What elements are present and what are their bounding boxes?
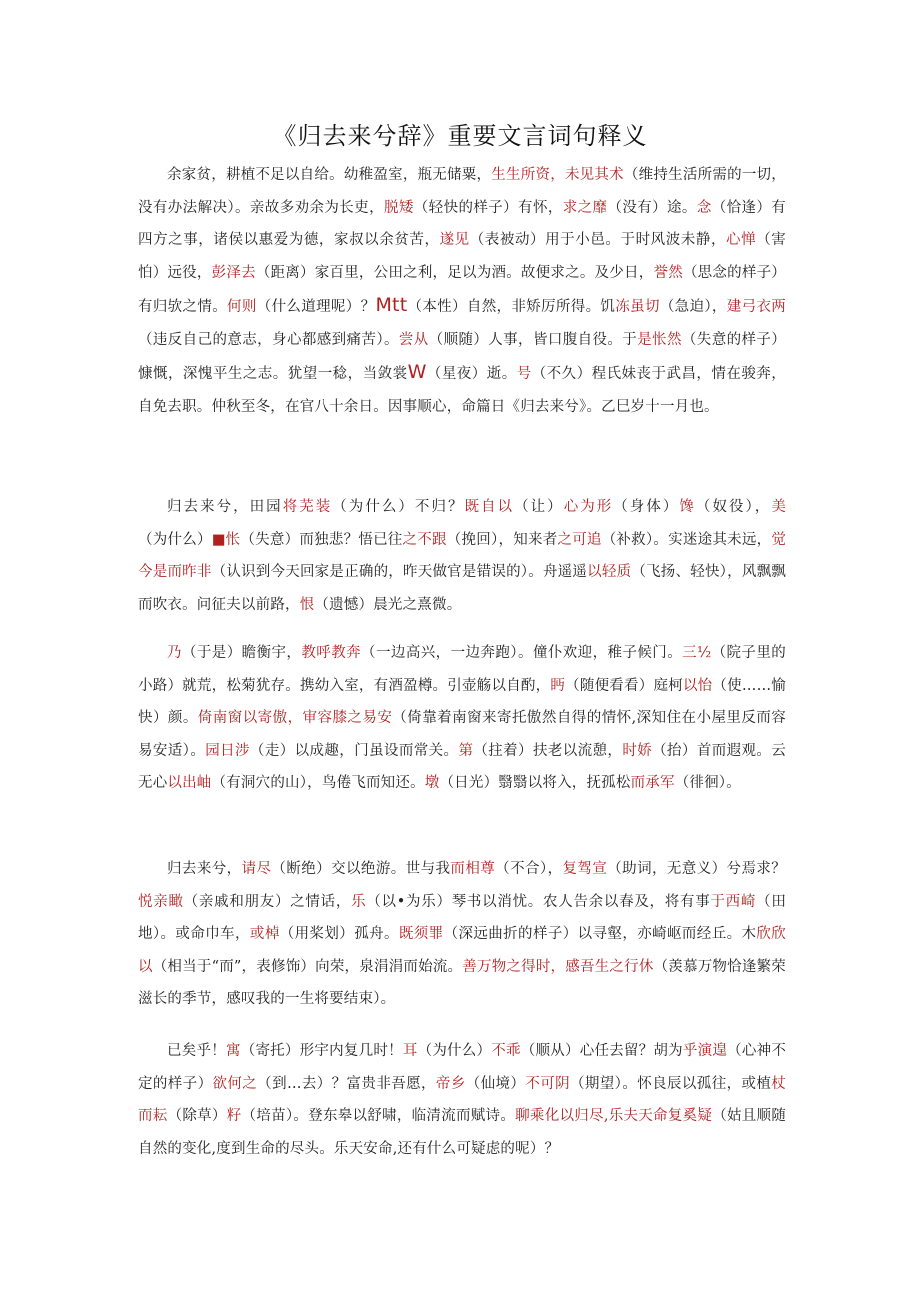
keyword-phrase: 教呼教奔 [301, 645, 362, 661]
document-title: 《归去来兮辞》重要文言词句释义 [272, 122, 648, 150]
keyword-phrase: 誉然 [653, 264, 683, 281]
paragraph-3 [138, 637, 786, 800]
text-segment: （奴役）， [695, 499, 772, 515]
paragraph-5 [138, 1035, 786, 1165]
text-segment: （认识到今天回家是正确的，昨天做官是错误的）。舟遥遥 [211, 564, 588, 580]
keyword-phrase: 建弓衣两 [726, 299, 786, 315]
text-segment: （仙境） [465, 1075, 526, 1092]
text-segment: （急迫）， [659, 299, 727, 315]
keyword-phrase: 帝乡 [435, 1075, 466, 1092]
text-segment: （维持生活所需的一切，没有办法解决）。亲故多劝余为长吏， [138, 167, 786, 216]
text-segment: （用桨划）孤舟。 [279, 926, 399, 942]
text-segment: （补救）。实迷途其未远， [601, 531, 772, 548]
text-segment: （为什么） [417, 1043, 492, 1059]
text-segment: （姑且顺随自然的变化,度到生命的尽头。乐天安命,还有什么可疑虑的呢）？ [138, 1108, 787, 1157]
keyword-phrase: 既须罪 [398, 926, 444, 942]
text-segment: （日光）翳翳以将入，抚孤松 [439, 775, 631, 791]
text-segment: 余家贫，耕植不足以自给。幼稚盈室，瓶无储粟， [167, 167, 492, 183]
text-segment: （亲戚和朋友）之情话， [183, 893, 352, 910]
text-segment: （顺从）心任去留？胡为 [520, 1043, 683, 1059]
text-segment: （害怕）远役， [138, 232, 786, 281]
text-segment: （飞扬、轻快），风飘飘而吹衣。问征夫以前路， [138, 564, 787, 613]
text-segment: （有洞穴的山），鸟倦飞而知还。 [211, 775, 425, 791]
text-segment: （为什么）不归？ [332, 499, 465, 515]
keyword-phrase: 怅 [225, 531, 241, 548]
keyword-phrase: 善万物之得时，感吾生之行休 [462, 958, 654, 975]
keyword-phrase: 心为形 [563, 499, 614, 515]
text-segment: （抬）首而遐观。云无心 [138, 742, 787, 791]
keyword-phrase: 号 [516, 366, 532, 382]
text-segment: （不久）程氏妹丧于武昌，情在骏奔，自免去职。仲秋至冬，在官八十余日。因事顺心，命篇日《归去来兮》。乙巳岁十一月也。 [138, 366, 786, 415]
keyword-phrase: 园日涉 [205, 742, 250, 759]
keyword-phrase: 之不跟 [402, 531, 447, 548]
keyword-phrase: 之可追 [557, 531, 602, 548]
keyword-phrase: 欣欣以 [138, 926, 786, 975]
keyword-phrase: 遂见 [439, 232, 470, 248]
text-segment: （田地）。或命巾车， [138, 893, 787, 942]
text-segment: （使……愉快）颜。 [138, 677, 787, 726]
text-segment: （为什么） [138, 531, 212, 548]
text-segment: （断绝）交以绝游。世与我 [271, 861, 451, 877]
text-segment: （失意）而独悲？悟已往 [240, 531, 403, 548]
text-segment: （期望）。怀良辰以孤往，或植 [570, 1075, 772, 1092]
paragraph-4 [138, 853, 786, 1016]
text-segment: （距离）家百里，公田之利，足以为酒。故便求之。及少日， [255, 264, 654, 281]
keyword-phrase: 乎演遑 [682, 1043, 728, 1059]
text-segment: （让） [514, 499, 564, 515]
keyword-phrase: 是怅然 [637, 331, 682, 348]
text-segment: （深远曲折的样子）以寻壑，亦崎岖而经丘。木 [443, 926, 757, 942]
keyword-phrase: Mtt [375, 294, 408, 316]
text-segment: （相当于“而”，表修饰）向荣，泉涓涓而始流。 [152, 958, 463, 975]
text-segment: （星夜）逝。 [426, 366, 517, 382]
keyword-phrase: 不可阴 [525, 1075, 570, 1092]
paragraph-1 [138, 159, 786, 423]
keyword-phrase: 而相尊 [450, 861, 496, 877]
text-segment: （表被动）用于小邑。于时风波未静， [469, 232, 727, 248]
keyword-phrase: 乐 [351, 893, 367, 910]
unknown-glyph: ■ [211, 531, 226, 548]
text-segment: （遗憾）晨光之熹微。 [314, 596, 462, 613]
keyword-phrase: 籽 [226, 1108, 242, 1124]
keyword-phrase: 恨 [299, 596, 315, 613]
text-segment: （倚靠着南窗来寄托傲然自得的情怀,深知住在小屋里反而容易安适）。 [138, 710, 786, 759]
keyword-phrase: 不乖 [491, 1043, 521, 1059]
keyword-phrase: 请尽 [241, 861, 272, 877]
text-segment: （培苗）。登东皋以舒啸，临清流而赋诗。 [241, 1108, 516, 1124]
keyword-phrase: 墩 [424, 775, 440, 791]
keyword-phrase: 复驾宣 [562, 861, 608, 877]
text-segment: （挽回），知来者 [446, 531, 558, 548]
text-segment: （心神不定的样子） [138, 1043, 787, 1092]
text-segment: （恰逢）有四方之事，诸侯以惠爱为德，家叔以余贫苦， [138, 199, 787, 248]
keyword-phrase: 于西崎 [710, 893, 757, 910]
keyword-phrase: 杖而耘 [138, 1075, 786, 1124]
text-segment: （寄托）形宇内复几时！ [240, 1043, 403, 1059]
keyword-phrase: 乃 [167, 645, 182, 661]
keyword-phrase: 冻虽切 [615, 299, 660, 315]
text-segment: （不合）， [495, 861, 563, 877]
keyword-phrase: 脱矮 [383, 199, 414, 216]
text-segment: （什么道理呢）？ [256, 299, 376, 315]
text-segment: 归去来兮，田园 [167, 499, 283, 515]
text-segment: （以•为乐）琴书以消忧。农人告余以春及，将有事 [366, 893, 711, 910]
text-segment: （违反自己的意志，身心都感到痛苦）。 [138, 331, 399, 348]
keyword-phrase: 心惮 [726, 232, 757, 248]
text-segment: 已矣乎！ [167, 1043, 226, 1059]
keyword-phrase: 而承军 [630, 775, 675, 791]
text-segment: （徘徊）。 [674, 775, 741, 791]
keyword-phrase: 馋 [679, 499, 696, 515]
keyword-phrase: 第 [458, 742, 474, 759]
text-segment: （到…去）？富贵非吾愿， [257, 1075, 436, 1092]
keyword-phrase: 欲何之 [212, 1075, 258, 1092]
text-segment: （于是）瞻衡宇， [181, 645, 302, 661]
text-segment: 归去来兮， [167, 861, 242, 877]
keyword-phrase: 何则 [227, 299, 257, 315]
text-segment: （轻快的样子）有怀， [413, 199, 563, 216]
keyword-phrase: 觉今是而昨非 [138, 531, 787, 580]
keyword-phrase: 求之靡 [562, 199, 608, 216]
keyword-phrase: 彭泽去 [211, 264, 256, 281]
text-segment: （顺随）人事，皆口腹自役。于 [428, 331, 638, 348]
text-segment: （思念的样子）有归欤之情。 [138, 264, 787, 315]
keyword-phrase: 以出岫 [167, 775, 212, 791]
text-segment: （本性）自然，非矫厉所得。饥 [407, 299, 616, 315]
keyword-phrase: 或棹 [249, 926, 280, 942]
text-segment: （院子里的小路）就荒，松菊犹存。携幼入室，有酒盈樽。引壶觞以自酌， [138, 645, 786, 694]
keyword-phrase: 美 [771, 499, 787, 515]
keyword-phrase: 时娇 [622, 742, 653, 759]
text-segment: （失意的样子）慷慨，深愧平生之志。犹望一稔，当敛裳 [138, 331, 786, 382]
keyword-phrase: 念 [696, 199, 712, 216]
keyword-phrase: 寓 [225, 1043, 241, 1059]
keyword-phrase: 悦亲瞰 [138, 893, 184, 910]
text-segment: （拄着）扶老以流憩， [473, 742, 623, 759]
keyword-phrase: 以轻质 [587, 564, 632, 580]
keyword-phrase: 既自以 [464, 499, 515, 515]
keyword-phrase: 三½ [682, 645, 712, 661]
keyword-phrase: 耳 [402, 1043, 418, 1059]
keyword-phrase: 生生所资，未见其术 [491, 167, 624, 183]
text-segment: （助词，无意义）兮焉求？ [607, 861, 786, 877]
keyword-phrase: 尝从 [398, 331, 429, 348]
keyword-phrase: 眄 [550, 677, 566, 694]
text-segment: （走）以成趣，门虽设而常关。 [249, 742, 459, 759]
text-segment: （除草） [167, 1108, 227, 1124]
text-segment: （没有）途。 [607, 199, 697, 216]
keyword-phrase: 聊乘化以归尽,乐夫天命复奚疑 [515, 1108, 713, 1124]
text-segment: （身体） [613, 499, 680, 515]
text-segment: （一边高兴，一边奔跑）。僮仆欢迎，稚子候门。 [361, 645, 683, 661]
keyword-phrase: 将芜装 [282, 499, 333, 515]
text-segment: （羡慕万物恰逢繁荣滋长的季节，感叹我的一生将要结束）。 [138, 958, 786, 1007]
text-segment: （随便看看）庭柯 [565, 677, 683, 694]
paragraph-2 [138, 491, 786, 621]
keyword-phrase: 以怡 [682, 677, 713, 694]
keyword-phrase: W [407, 361, 427, 383]
keyword-phrase: 倚南窗以寄傲，审容膝之易安 [197, 710, 393, 726]
